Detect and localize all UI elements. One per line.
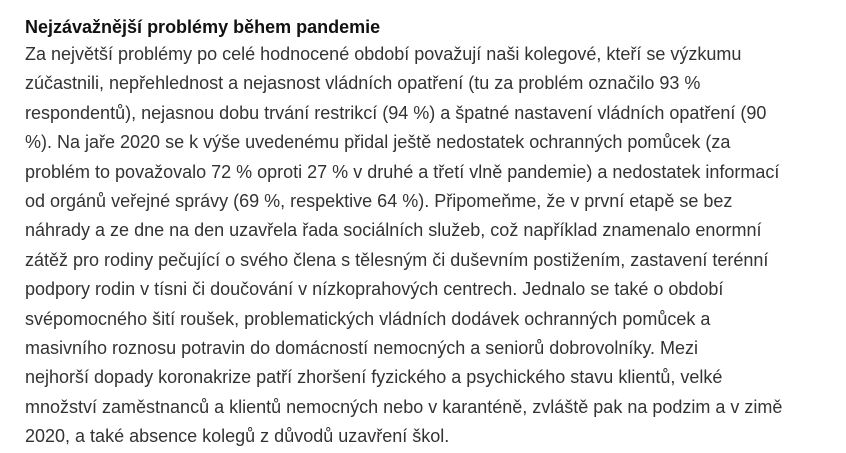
paragraph-line: Za největší problémy po celé hodnocené období považují naši kolegové, kteří se výzkumu <box>25 44 742 64</box>
paragraph-line: problém to považovalo 72 % oproti 27 % v druhé a třetí vlně pandemie) a nedostatek informací <box>25 161 780 182</box>
paragraph-line: od orgánů veřejné správy (69 %, respektive 64 %). Připomeňme, že v první etapě se bez <box>25 190 733 211</box>
paragraph-line: respondentů), nejasnou dobu trvání restrikcí (94 %) a špatné nastavení vládních opatření (90 <box>25 102 767 123</box>
paragraph-line: 2020, a také absence kolegů z důvodů uzavření škol. <box>25 426 450 447</box>
article-paragraph <box>25 40 840 451</box>
paragraph-line: zúčastnili, nepřehlednost a nejasnost vládních opatření (tu za problém označilo 93 % <box>25 73 701 94</box>
paragraph-line: zátěž pro rodiny pečující o svého člena s tělesným či duševním postižením, zastavení terénní <box>25 249 769 270</box>
paragraph-line: podpory rodin v tísni či doučování v nízkoprahových centrech. Jednalo se také o období <box>25 279 724 300</box>
paragraph-line: množství zaměstnanců a klientů nemocných nebo v karanténě, zvláště pak na podzim a v zimě <box>25 396 783 417</box>
section-heading: Nejzávažnější problémy během pandemie <box>25 17 381 37</box>
paragraph-line: masivního roznosu potravin do domácností nemocných a seniorů dobrovolníky. Mezi <box>25 337 699 358</box>
paragraph-line: svépomocného šití roušek, problematických vládních dodávek ochranných pomůcek a <box>25 308 711 329</box>
paragraph-line: %). Na jaře 2020 se k výše uvedenému přidal ještě nedostatek ochranných pomůcek (za <box>25 132 731 153</box>
paragraph-line: náhrady a ze dne na den uzavřela řada sociálních služeb, což například znamenalo enormní <box>25 220 762 241</box>
article <box>25 14 840 451</box>
paragraph-line: nejhorší dopady koronakrize patří zhoršení fyzického a psychického stavu klientů, velké <box>25 367 723 388</box>
